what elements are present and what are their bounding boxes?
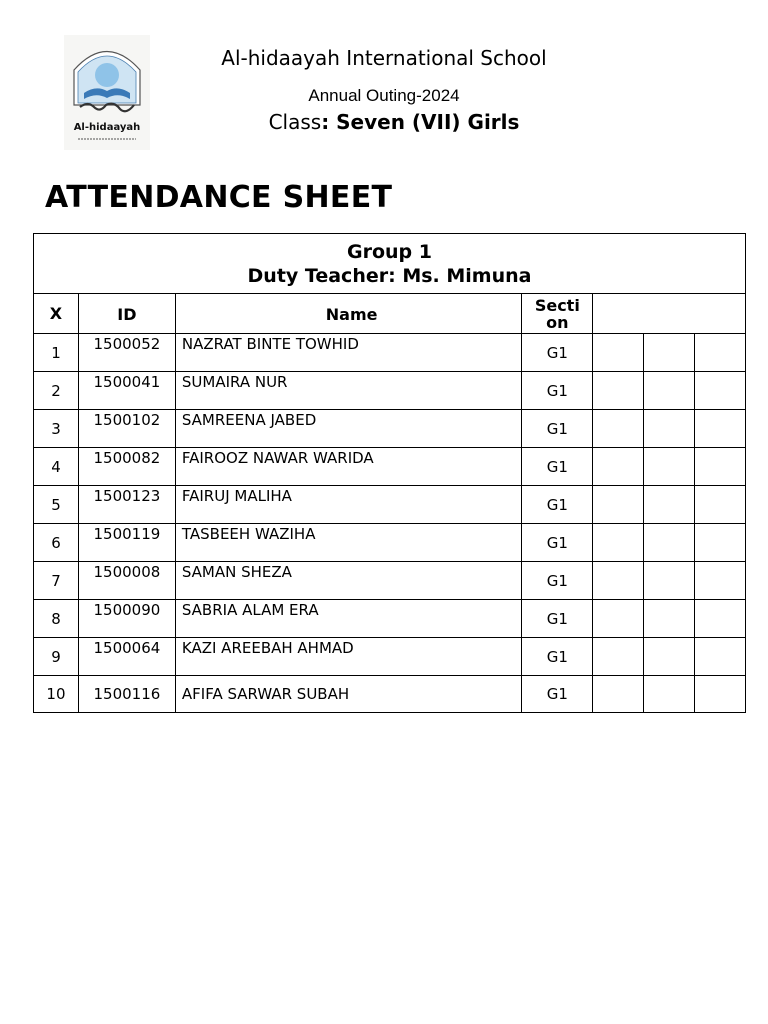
- table-row: [34, 334, 746, 372]
- row-number: 8: [34, 600, 79, 638]
- attendance-box-3: [695, 372, 746, 410]
- attendance-box-2: [644, 600, 695, 638]
- table-row: [34, 638, 746, 676]
- attendance-box-1: [593, 638, 644, 676]
- row-number: 9: [34, 638, 79, 676]
- attendance-box-1: [593, 562, 644, 600]
- section: G1: [522, 410, 593, 448]
- student-name: AFIFA SARWAR SUBAH: [175, 676, 521, 713]
- attendance-box-1: [593, 600, 644, 638]
- col-header-x: X: [34, 294, 79, 334]
- attendance-box-1: [593, 372, 644, 410]
- student-name: SABRIA ALAM ERA: [175, 600, 521, 638]
- row-number: 3: [34, 410, 79, 448]
- row-number: 7: [34, 562, 79, 600]
- attendance-box-3: [695, 600, 746, 638]
- attendance-box-2: [644, 448, 695, 486]
- row-number: 1: [34, 334, 79, 372]
- col-header-blank: [593, 294, 746, 334]
- section: G1: [522, 676, 593, 713]
- table-row: [34, 372, 746, 410]
- section: G1: [522, 638, 593, 676]
- attendance-box-1: [593, 676, 644, 713]
- class-prefix: Class: [268, 110, 322, 134]
- student-id: 1500041: [78, 372, 175, 410]
- attendance-box-2: [644, 334, 695, 372]
- student-id: 1500052: [78, 334, 175, 372]
- section: G1: [522, 448, 593, 486]
- section: G1: [522, 486, 593, 524]
- student-name: SAMREENA JABED: [175, 410, 521, 448]
- table-row: [34, 524, 746, 562]
- attendance-box-2: [644, 562, 695, 600]
- event-name: Annual Outing-2024: [308, 86, 460, 105]
- group-header-cell: [34, 234, 746, 294]
- row-number: 2: [34, 372, 79, 410]
- attendance-box-2: [644, 638, 695, 676]
- attendance-box-1: [593, 524, 644, 562]
- attendance-box-3: [695, 410, 746, 448]
- row-number: 6: [34, 524, 79, 562]
- attendance-box-1: [593, 486, 644, 524]
- attendance-box-3: [695, 524, 746, 562]
- attendance-box-3: [695, 486, 746, 524]
- student-name: FAIROOZ NAWAR WARIDA: [175, 448, 521, 486]
- student-id: 1500102: [78, 410, 175, 448]
- row-number: 4: [34, 448, 79, 486]
- col-header-section: Secti on: [522, 294, 593, 334]
- student-id: 1500123: [78, 486, 175, 524]
- page-title: ATTENDANCE SHEET: [45, 180, 393, 215]
- student-name: SAMAN SHEZA: [175, 562, 521, 600]
- table-row: [34, 600, 746, 638]
- student-name: TASBEEH WAZIHA: [175, 524, 521, 562]
- table-row: [34, 676, 746, 713]
- attendance-box-1: [593, 448, 644, 486]
- table-row: [34, 448, 746, 486]
- student-id: 1500064: [78, 638, 175, 676]
- student-id: 1500090: [78, 600, 175, 638]
- student-id: 1500116: [78, 676, 175, 713]
- attendance-box-1: [593, 334, 644, 372]
- col-header-id: ID: [78, 294, 175, 334]
- attendance-box-2: [644, 486, 695, 524]
- attendance-box-3: [695, 638, 746, 676]
- student-name: KAZI AREEBAH AHMAD: [175, 638, 521, 676]
- attendance-box-2: [644, 410, 695, 448]
- school-name: Al-hidaayah International School: [221, 46, 547, 70]
- table-row: [34, 562, 746, 600]
- attendance-box-2: [644, 524, 695, 562]
- student-name: FAIRUJ MALIHA: [175, 486, 521, 524]
- student-name: SUMAIRA NUR: [175, 372, 521, 410]
- section: G1: [522, 600, 593, 638]
- attendance-table: [33, 233, 746, 713]
- section: G1: [522, 562, 593, 600]
- table-row: [34, 410, 746, 448]
- group-name: Group 1: [347, 240, 432, 263]
- col-header-name: Name: [175, 294, 521, 334]
- section: G1: [522, 372, 593, 410]
- row-number: 5: [34, 486, 79, 524]
- duty-teacher: Duty Teacher: Ms. Mimuna: [247, 264, 532, 287]
- section: G1: [522, 524, 593, 562]
- student-id: 1500008: [78, 562, 175, 600]
- row-number: 10: [34, 676, 79, 713]
- attendance-box-2: [644, 676, 695, 713]
- attendance-box-3: [695, 676, 746, 713]
- class-line: [0, 110, 768, 134]
- attendance-box-3: [695, 448, 746, 486]
- class-value: : Seven (VII) Girls: [321, 110, 520, 134]
- student-id: 1500119: [78, 524, 175, 562]
- attendance-box-3: [695, 562, 746, 600]
- table-row: [34, 486, 746, 524]
- section: G1: [522, 334, 593, 372]
- student-id: 1500082: [78, 448, 175, 486]
- attendance-box-1: [593, 410, 644, 448]
- column-header-row: [34, 294, 746, 334]
- group-header-row: [34, 234, 746, 294]
- attendance-box-3: [695, 334, 746, 372]
- attendance-box-2: [644, 372, 695, 410]
- student-name: NAZRAT BINTE TOWHID: [175, 334, 521, 372]
- svg-text:Al-hidaayah: Al-hidaayah: [73, 122, 141, 133]
